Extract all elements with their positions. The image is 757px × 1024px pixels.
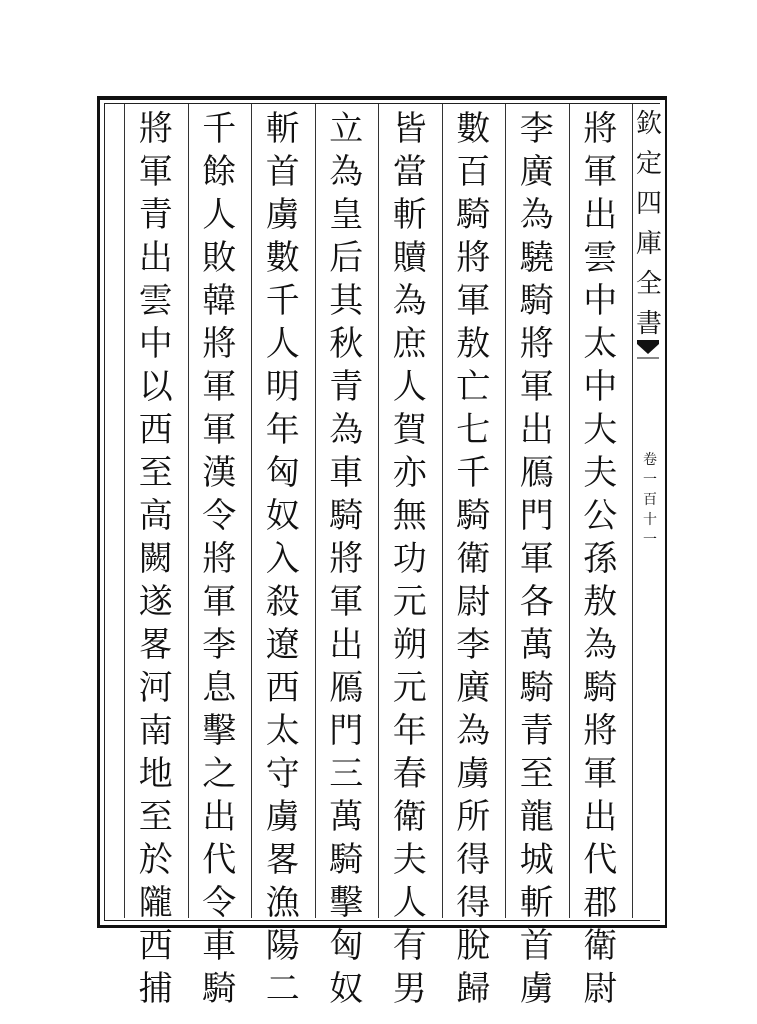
character: 軍: [329, 582, 364, 622]
character: 騎: [329, 840, 364, 880]
character: 車: [329, 453, 364, 493]
character: 首: [265, 152, 300, 192]
character: 軍: [138, 152, 173, 192]
text-column-4: [382, 108, 438, 1011]
character: 陽: [265, 926, 300, 966]
text-column-6: [255, 108, 311, 1011]
character: 庶: [392, 324, 427, 364]
character: 軍: [202, 582, 237, 622]
character: 為: [329, 410, 364, 450]
text-column-3: [445, 108, 501, 1011]
character: 人: [392, 883, 427, 923]
margin-volume-number: [638, 450, 662, 550]
character: 無: [392, 496, 427, 536]
character: 二: [265, 969, 300, 1009]
fishtail-mark-icon: [637, 340, 659, 362]
character: 至: [138, 797, 173, 837]
character: 虜: [519, 969, 554, 1009]
character: 斬: [265, 109, 300, 149]
character: 秋: [329, 324, 364, 364]
character: 守: [265, 754, 300, 794]
character: 中: [583, 367, 618, 407]
character: 騎: [519, 281, 554, 321]
character: 首: [519, 926, 554, 966]
character: 敖: [456, 324, 491, 364]
character: 亦: [392, 453, 427, 493]
character: 出: [138, 238, 173, 278]
character: 門: [329, 711, 364, 751]
margin-juan-char: 百: [643, 492, 657, 508]
character: 南: [138, 711, 173, 751]
margin-juan-char: 一: [643, 472, 657, 488]
character: 百: [456, 152, 491, 192]
character: 出: [583, 195, 618, 235]
character: 騎: [456, 195, 491, 235]
character: 萬: [329, 797, 364, 837]
character: 至: [519, 754, 554, 794]
character: 將: [202, 539, 237, 579]
character: 為: [392, 281, 427, 321]
character: 千: [202, 109, 237, 149]
character: 於: [138, 840, 173, 880]
margin-juan-char: 卷: [643, 452, 657, 468]
character: 將: [456, 238, 491, 278]
character: 漢: [202, 453, 237, 493]
character: 衛: [456, 539, 491, 579]
character: 息: [202, 668, 237, 708]
margin-juan-char: 一: [643, 532, 657, 548]
character: 隴: [138, 883, 173, 923]
column-divider: [378, 104, 379, 918]
character: 軍: [519, 367, 554, 407]
character: 歸: [456, 969, 491, 1009]
character: 斬: [519, 883, 554, 923]
character: 雲: [583, 238, 618, 278]
character: 出: [329, 625, 364, 665]
character: 廣: [456, 668, 491, 708]
character: 皇: [329, 195, 364, 235]
character: 出: [583, 797, 618, 837]
character: 餘: [202, 152, 237, 192]
character: 當: [392, 152, 427, 192]
character: 衛: [392, 797, 427, 837]
character: 西: [265, 668, 300, 708]
character: 其: [329, 281, 364, 321]
character: 各: [519, 582, 554, 622]
character: 驍: [519, 238, 554, 278]
character: 奴: [265, 496, 300, 536]
character: 中: [583, 281, 618, 321]
character: 闕: [138, 539, 173, 579]
column-divider: [315, 104, 316, 918]
column-divider: [124, 104, 125, 918]
margin-title-char: 書: [635, 309, 662, 339]
character: 所: [456, 797, 491, 837]
character: 廣: [519, 152, 554, 192]
character: 將: [329, 539, 364, 579]
character: 尉: [456, 582, 491, 622]
character: 人: [265, 324, 300, 364]
character: 夫: [583, 453, 618, 493]
character: 青: [519, 711, 554, 751]
character: 斬: [392, 195, 427, 235]
character: 元: [392, 668, 427, 708]
character: 代: [583, 840, 618, 880]
character: 男: [392, 969, 427, 1009]
character: 鴈: [329, 668, 364, 708]
character: 為: [329, 152, 364, 192]
character: 后: [329, 238, 364, 278]
character: 大: [583, 410, 618, 450]
character: 李: [519, 109, 554, 149]
character: 之: [202, 754, 237, 794]
character: 城: [519, 840, 554, 880]
character: 得: [456, 883, 491, 923]
column-divider: [442, 104, 443, 918]
character: 將: [583, 711, 618, 751]
text-column-5: [318, 108, 374, 1011]
character: 畧: [265, 840, 300, 880]
character: 軍: [202, 410, 237, 450]
character: 騎: [519, 668, 554, 708]
character: 虜: [265, 195, 300, 235]
character: 令: [202, 883, 237, 923]
character: 匈: [329, 926, 364, 966]
character: 賀: [392, 410, 427, 450]
character: 出: [519, 410, 554, 450]
column-divider: [505, 104, 506, 918]
margin-book-title: [634, 104, 664, 344]
character: 擊: [202, 711, 237, 751]
character: 七: [456, 410, 491, 450]
character: 為: [583, 625, 618, 665]
character: 虜: [456, 754, 491, 794]
character: 立: [329, 109, 364, 149]
character: 高: [138, 496, 173, 536]
character: 數: [456, 109, 491, 149]
character: 西: [138, 926, 173, 966]
character: 軍: [456, 281, 491, 321]
character: 千: [456, 453, 491, 493]
character: 李: [456, 625, 491, 665]
character: 夫: [392, 840, 427, 880]
text-column-2: [509, 108, 565, 1011]
character: 郡: [583, 883, 618, 923]
character: 西: [138, 410, 173, 450]
margin-divider: [632, 104, 633, 918]
character: 出: [202, 797, 237, 837]
character: 門: [519, 496, 554, 536]
margin-title-char: 欽: [635, 109, 662, 139]
character: 畧: [138, 625, 173, 665]
text-column-7: [191, 108, 247, 1011]
character: 將: [519, 324, 554, 364]
margin-title-char: 定: [635, 149, 662, 179]
character: 軍: [583, 152, 618, 192]
character: 漁: [265, 883, 300, 923]
character: 贖: [392, 238, 427, 278]
character: 為: [519, 195, 554, 235]
character: 太: [583, 324, 618, 364]
character: 遂: [138, 582, 173, 622]
character: 騎: [583, 668, 618, 708]
character: 入: [265, 539, 300, 579]
character: 敖: [583, 582, 618, 622]
character: 脫: [456, 926, 491, 966]
character: 得: [456, 840, 491, 880]
column-divider: [251, 104, 252, 918]
text-column-8: [128, 108, 184, 1011]
column-divider: [569, 104, 570, 918]
character: 春: [392, 754, 427, 794]
character: 孫: [583, 539, 618, 579]
character: 功: [392, 539, 427, 579]
character: 地: [138, 754, 173, 794]
character: 尉: [583, 969, 618, 1009]
character: 千: [265, 281, 300, 321]
character: 年: [265, 410, 300, 450]
character: 將: [202, 324, 237, 364]
character: 將: [138, 109, 173, 149]
character: 萬: [519, 625, 554, 665]
character: 人: [202, 195, 237, 235]
text-column-1: [572, 108, 628, 1011]
character: 青: [329, 367, 364, 407]
character: 奴: [329, 969, 364, 1009]
character: 有: [392, 926, 427, 966]
character: 李: [202, 625, 237, 665]
character: 軍: [202, 367, 237, 407]
character: 捕: [138, 969, 173, 1009]
character: 皆: [392, 109, 427, 149]
character: 代: [202, 840, 237, 880]
character: 軍: [519, 539, 554, 579]
character: 元: [392, 582, 427, 622]
character: 令: [202, 496, 237, 536]
character: 鴈: [519, 453, 554, 493]
character: 騎: [456, 496, 491, 536]
character: 衛: [583, 926, 618, 966]
character: 龍: [519, 797, 554, 837]
character: 敗: [202, 238, 237, 278]
character: 騎: [202, 969, 237, 1009]
character: 中: [138, 324, 173, 364]
character: 公: [583, 496, 618, 536]
margin-title-char: 全: [635, 269, 662, 299]
character: 遼: [265, 625, 300, 665]
margin-title-char: 庫: [635, 229, 662, 259]
margin-juan-char: 十: [643, 512, 657, 528]
character: 三: [329, 754, 364, 794]
character: 虜: [265, 797, 300, 837]
character: 亡: [456, 367, 491, 407]
character: 擊: [329, 883, 364, 923]
character: 殺: [265, 582, 300, 622]
margin-title-char: 四: [635, 189, 662, 219]
column-divider: [188, 104, 189, 918]
character: 年: [392, 711, 427, 751]
character: 數: [265, 238, 300, 278]
character: 朔: [392, 625, 427, 665]
character: 為: [456, 711, 491, 751]
character: 明: [265, 367, 300, 407]
character: 軍: [583, 754, 618, 794]
character: 河: [138, 668, 173, 708]
character: 太: [265, 711, 300, 751]
character: 匈: [265, 453, 300, 493]
character: 將: [583, 109, 618, 149]
character: 至: [138, 453, 173, 493]
character: 車: [202, 926, 237, 966]
character: 韓: [202, 281, 237, 321]
character: 雲: [138, 281, 173, 321]
character: 青: [138, 195, 173, 235]
character: 以: [138, 367, 173, 407]
character: 人: [392, 367, 427, 407]
character: 騎: [329, 496, 364, 536]
